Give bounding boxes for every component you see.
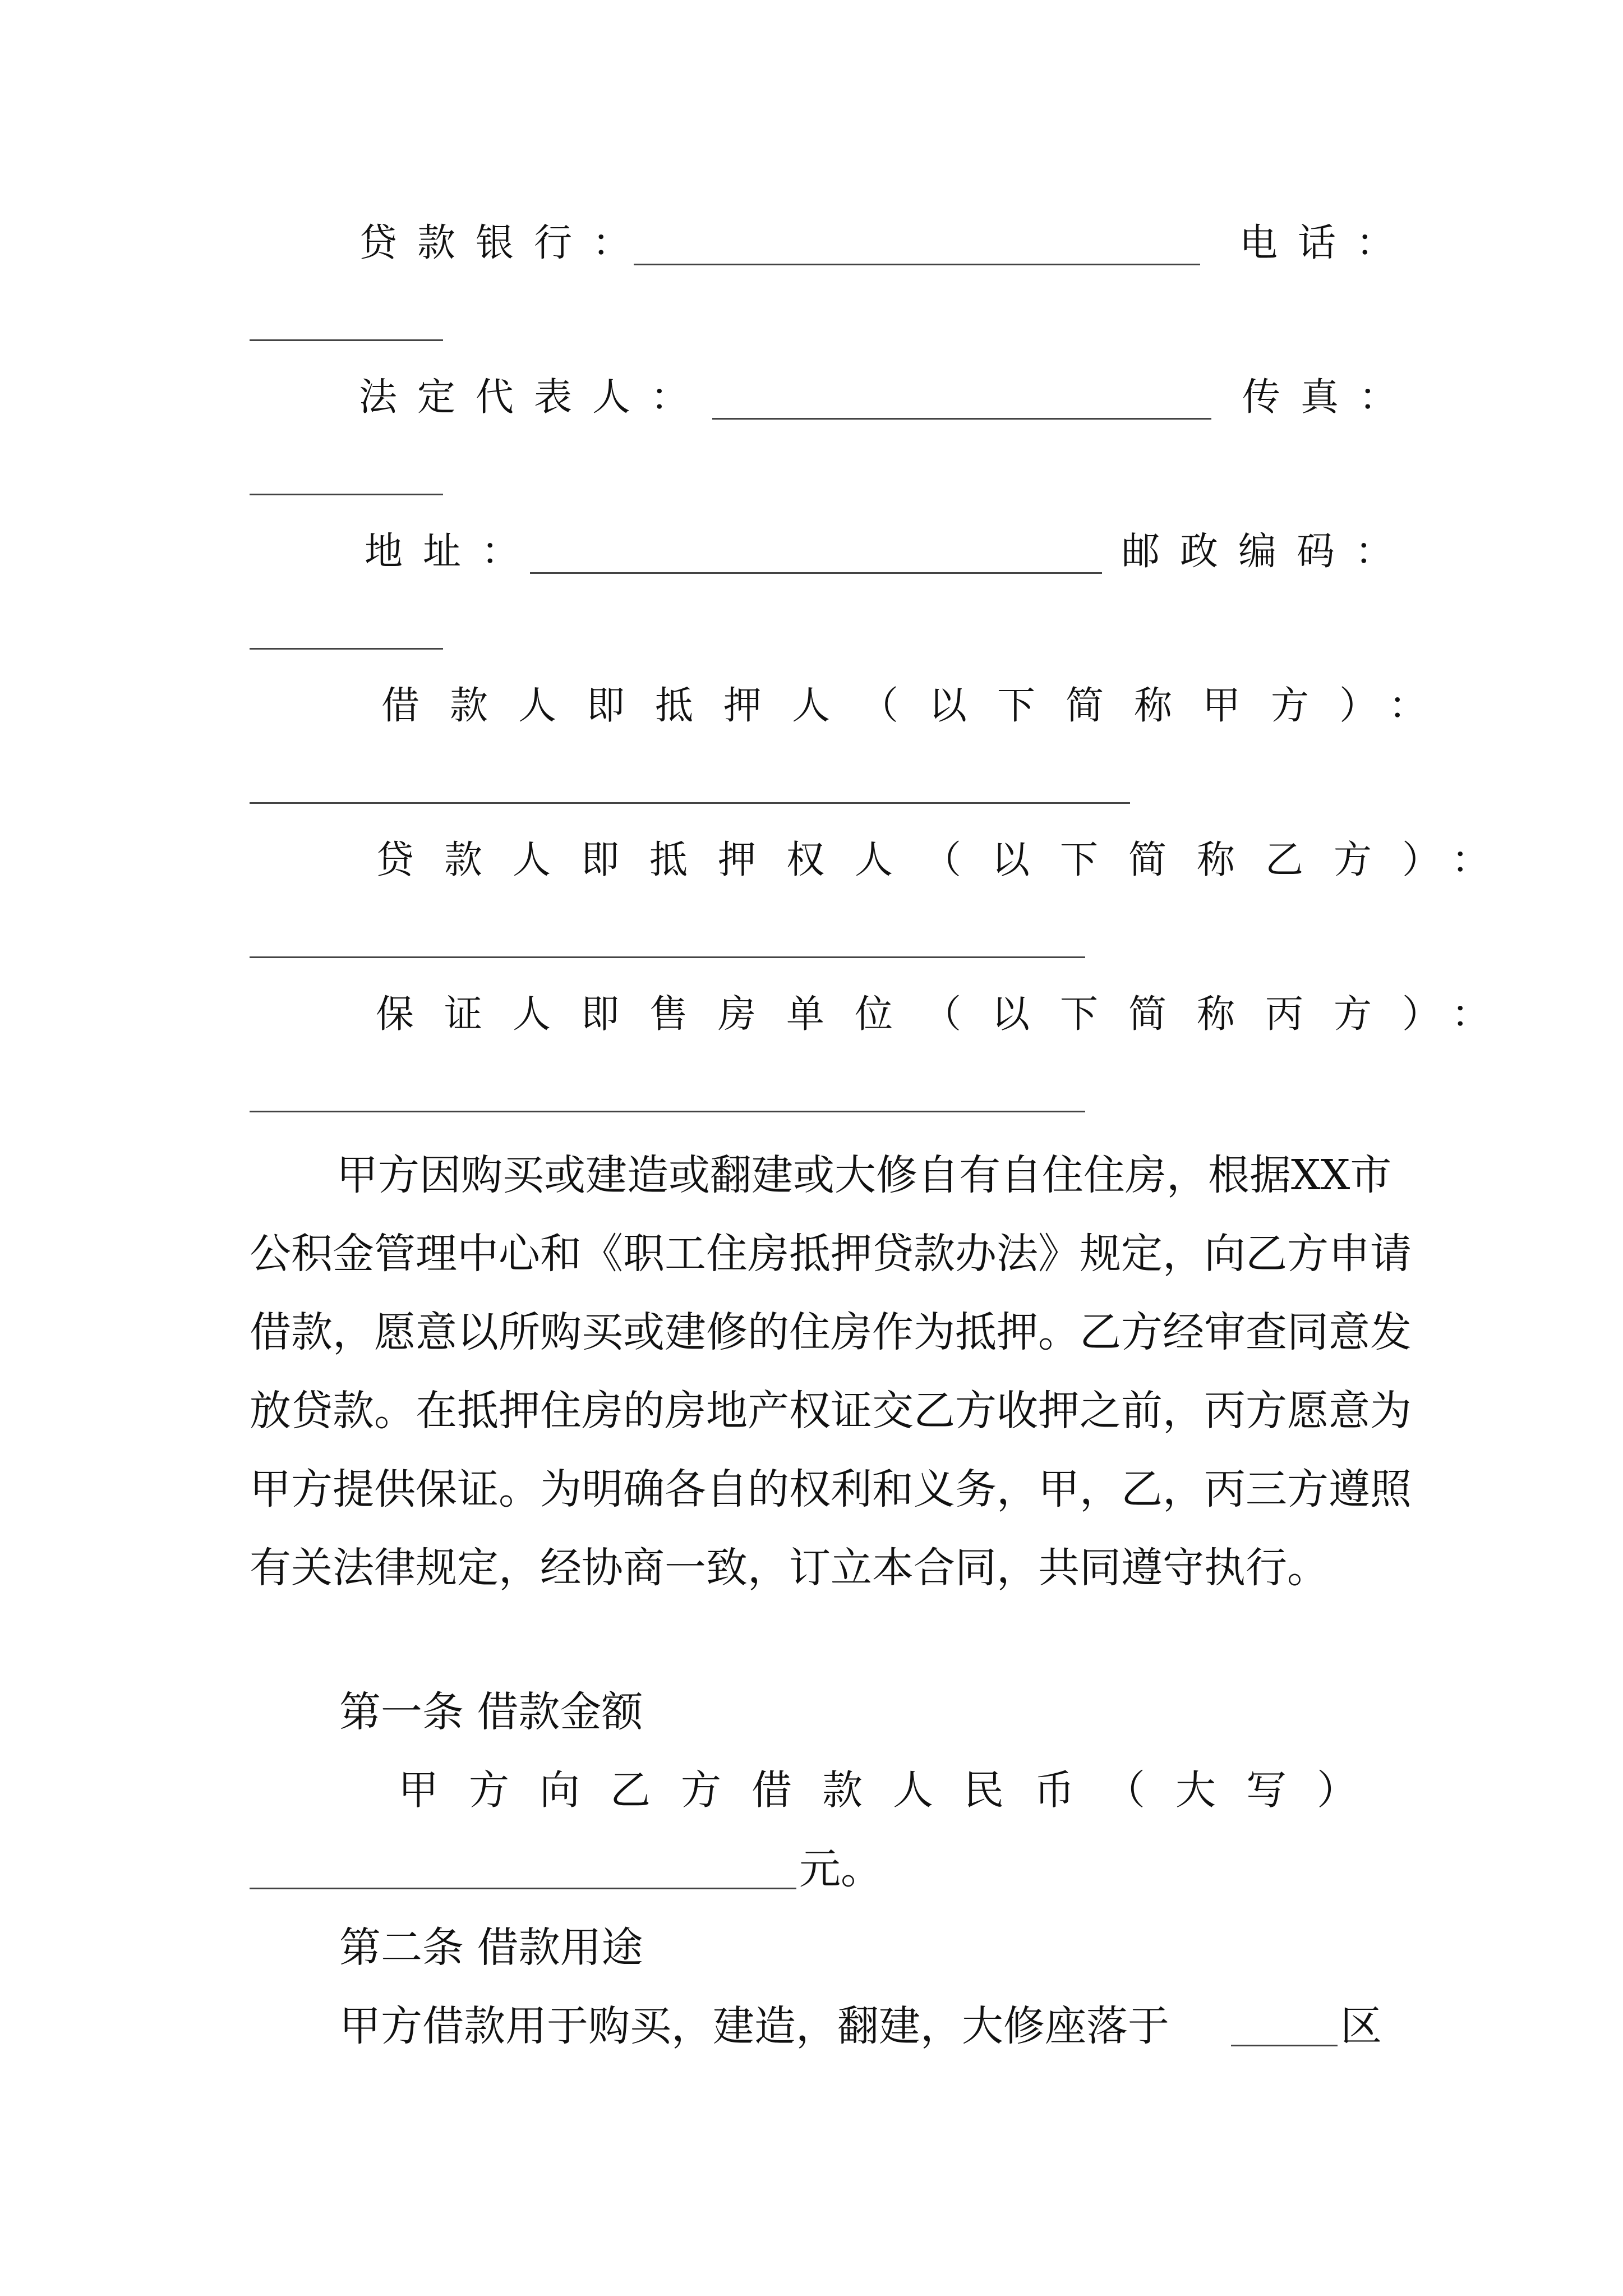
address-label: 地址： bbox=[365, 530, 540, 574]
party-c-label: 保证人即售房单位（以下简称丙方）： bbox=[376, 992, 1520, 1037]
article1-text: 甲方向乙方借款人民币（大写） bbox=[398, 1766, 1388, 1814]
fax-blank[interactable] bbox=[250, 494, 443, 495]
address-blank[interactable] bbox=[530, 572, 1102, 574]
phone-label: 电话： bbox=[1239, 221, 1415, 265]
preamble-paragraph: 甲方因购买或建造或翻建或大修自有自住住房，根据XX市公积金管理中心和《职工住房抵押贷款办法》规定，向乙方申请借款，愿意以所购买或建修的住房作为抵押。乙方经审查同意发放贷款。在抵押住房的房地产权证交乙方收押之前，丙方愿意为甲方提供保证。为明确各自的权利和义务，甲，乙，丙三方遵照有关法律规定，经协商一致，订立本合同，共同遵守执行。 bbox=[250, 1151, 1412, 1592]
postcode-blank[interactable] bbox=[250, 648, 443, 650]
party-c-blank[interactable] bbox=[250, 1111, 1085, 1112]
district-blank[interactable] bbox=[1231, 2045, 1338, 2046]
bank-label: 贷款银行： bbox=[359, 221, 651, 265]
article2-text-end: 区 bbox=[1340, 2002, 1382, 2050]
postcode-label: 邮政编码： bbox=[1122, 530, 1414, 574]
party-b-label: 贷款人即抵押权人（以下简称乙方）： bbox=[376, 838, 1520, 882]
legal-rep-label: 法定代表人： bbox=[359, 375, 709, 420]
party-a-blank[interactable] bbox=[250, 802, 1130, 804]
party-b-blank[interactable] bbox=[250, 956, 1085, 958]
article2-title: 第二条 借款用途 bbox=[339, 1924, 643, 1972]
bank-blank[interactable] bbox=[634, 264, 1200, 265]
legal-rep-blank[interactable] bbox=[712, 418, 1211, 420]
loan-amount-blank[interactable] bbox=[250, 1888, 796, 1889]
article1-title: 第一条 借款金额 bbox=[339, 1688, 643, 1736]
article2-text: 甲方借款用于购买，建造，翻建，大修座落于 bbox=[339, 2002, 1169, 2050]
article1-unit: 元。 bbox=[799, 1845, 882, 1893]
phone-blank[interactable] bbox=[250, 339, 443, 341]
party-a-label: 借款人即抵押人（以下简称甲方）： bbox=[381, 684, 1458, 728]
fax-label: 传真： bbox=[1242, 375, 1418, 420]
